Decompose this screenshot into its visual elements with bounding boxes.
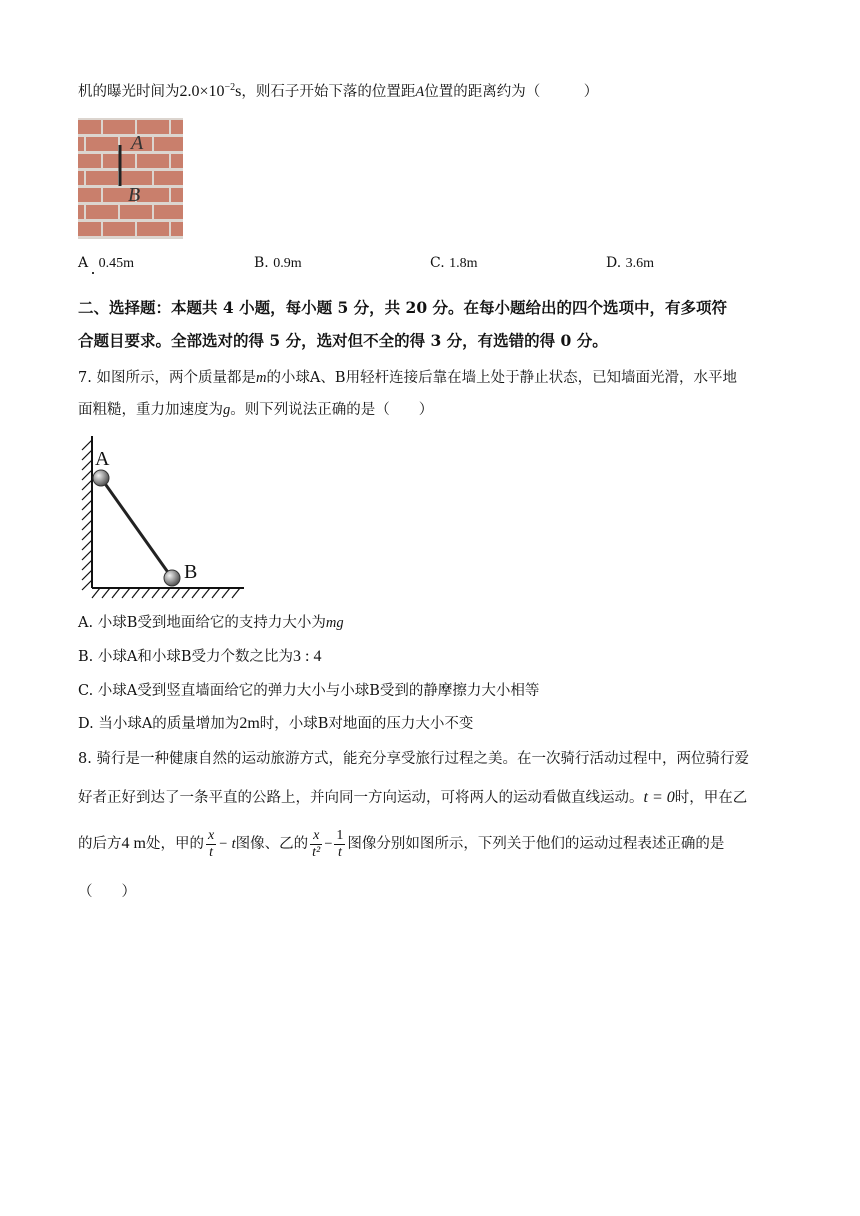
wall-hatching [82,440,92,590]
q6-option-c: C. 1.8m [430,255,478,271]
section2-header-line2: 合题目要求。全部选对的得 5 分，选对但不全的得 3 分，有选错的得 0 分。 [78,331,608,350]
q6-option-b: B. 0.9m [254,255,302,271]
q7-option-a: A. 小球B受到地面给它的支持力大小为mg [78,615,344,631]
q7-option-c: C. 小球A受到竖直墙面给它的弹力大小与小球B受到的静摩擦力大小相等 [78,683,540,699]
q8-stem-line3: 的后方4 m处，甲的 $\frac{x}{t}$ − t图像、乙的 $\frac{x}{\text{t²}}$ − $\frac{1}{t}$ 图像分别如图所示，下列关于他们的运动过程表述正确的是 [78,827,725,860]
q7-option-d: D. 当小球A的质量增加为2m时，小球B对地面的压力大小不变 [78,715,474,732]
label-b: B [128,184,141,206]
rod-wall-diagram [78,432,248,602]
q6-option-d: D. 3.6m [606,255,655,271]
fraction-x-over-t: $\frac{x}{t}$ [207,827,215,860]
q7-stem-line1: 7. 如图所示，两个质量都是m的小球A、B用轻杆连接后靠在墙上处于静止状态，已知墙面光滑，水平地 [78,370,738,386]
ground-hatching [92,588,240,598]
label-b: B [184,561,198,583]
q8-stem-line2: 好者正好到达了一条平直的公路上，并向同一方向运动，可将两人的运动看做直线运动。t = 0时，甲在乙 [78,789,748,806]
q7-option-b: B. 小球A和小球B受力个数之比为3 : 4 [78,648,322,665]
ball-b [164,570,180,586]
section2-header-line1: 二、选择题：本题共 4 小题，每小题 5 分，共 20 分。在每小题给出的四个选项中，有多项符 [78,298,728,317]
ball-a [93,470,109,486]
fraction-one-over-t: $\frac{1}{t}$ [336,827,344,860]
light-rod [101,478,172,578]
q7-stem-line2: 面粗糙，重力加速度为g。则下列说法正确的是（ ） [78,402,434,418]
fraction-x-over-t-squared: $\frac{x}{\text{t²}}$ [312,827,321,860]
q8-stem-line1: 8. 骑行是一种健康自然的运动旅游方式，能充分享受旅行过程之美。在一次骑行活动过程中，两位骑行爱 [78,751,749,767]
q8-answer-blank: （ ） [78,884,136,900]
q6-stem: 机的曝光时间为$2.0\times 10^{-2}s$，则石子开始下落的位置距A位置的距离约为（ ） [78,82,599,100]
q6-option-a: A 0.45m [78,255,134,272]
label-a: A [95,448,110,470]
brick-wall-photo [78,118,183,239]
label-a: A [131,132,144,154]
